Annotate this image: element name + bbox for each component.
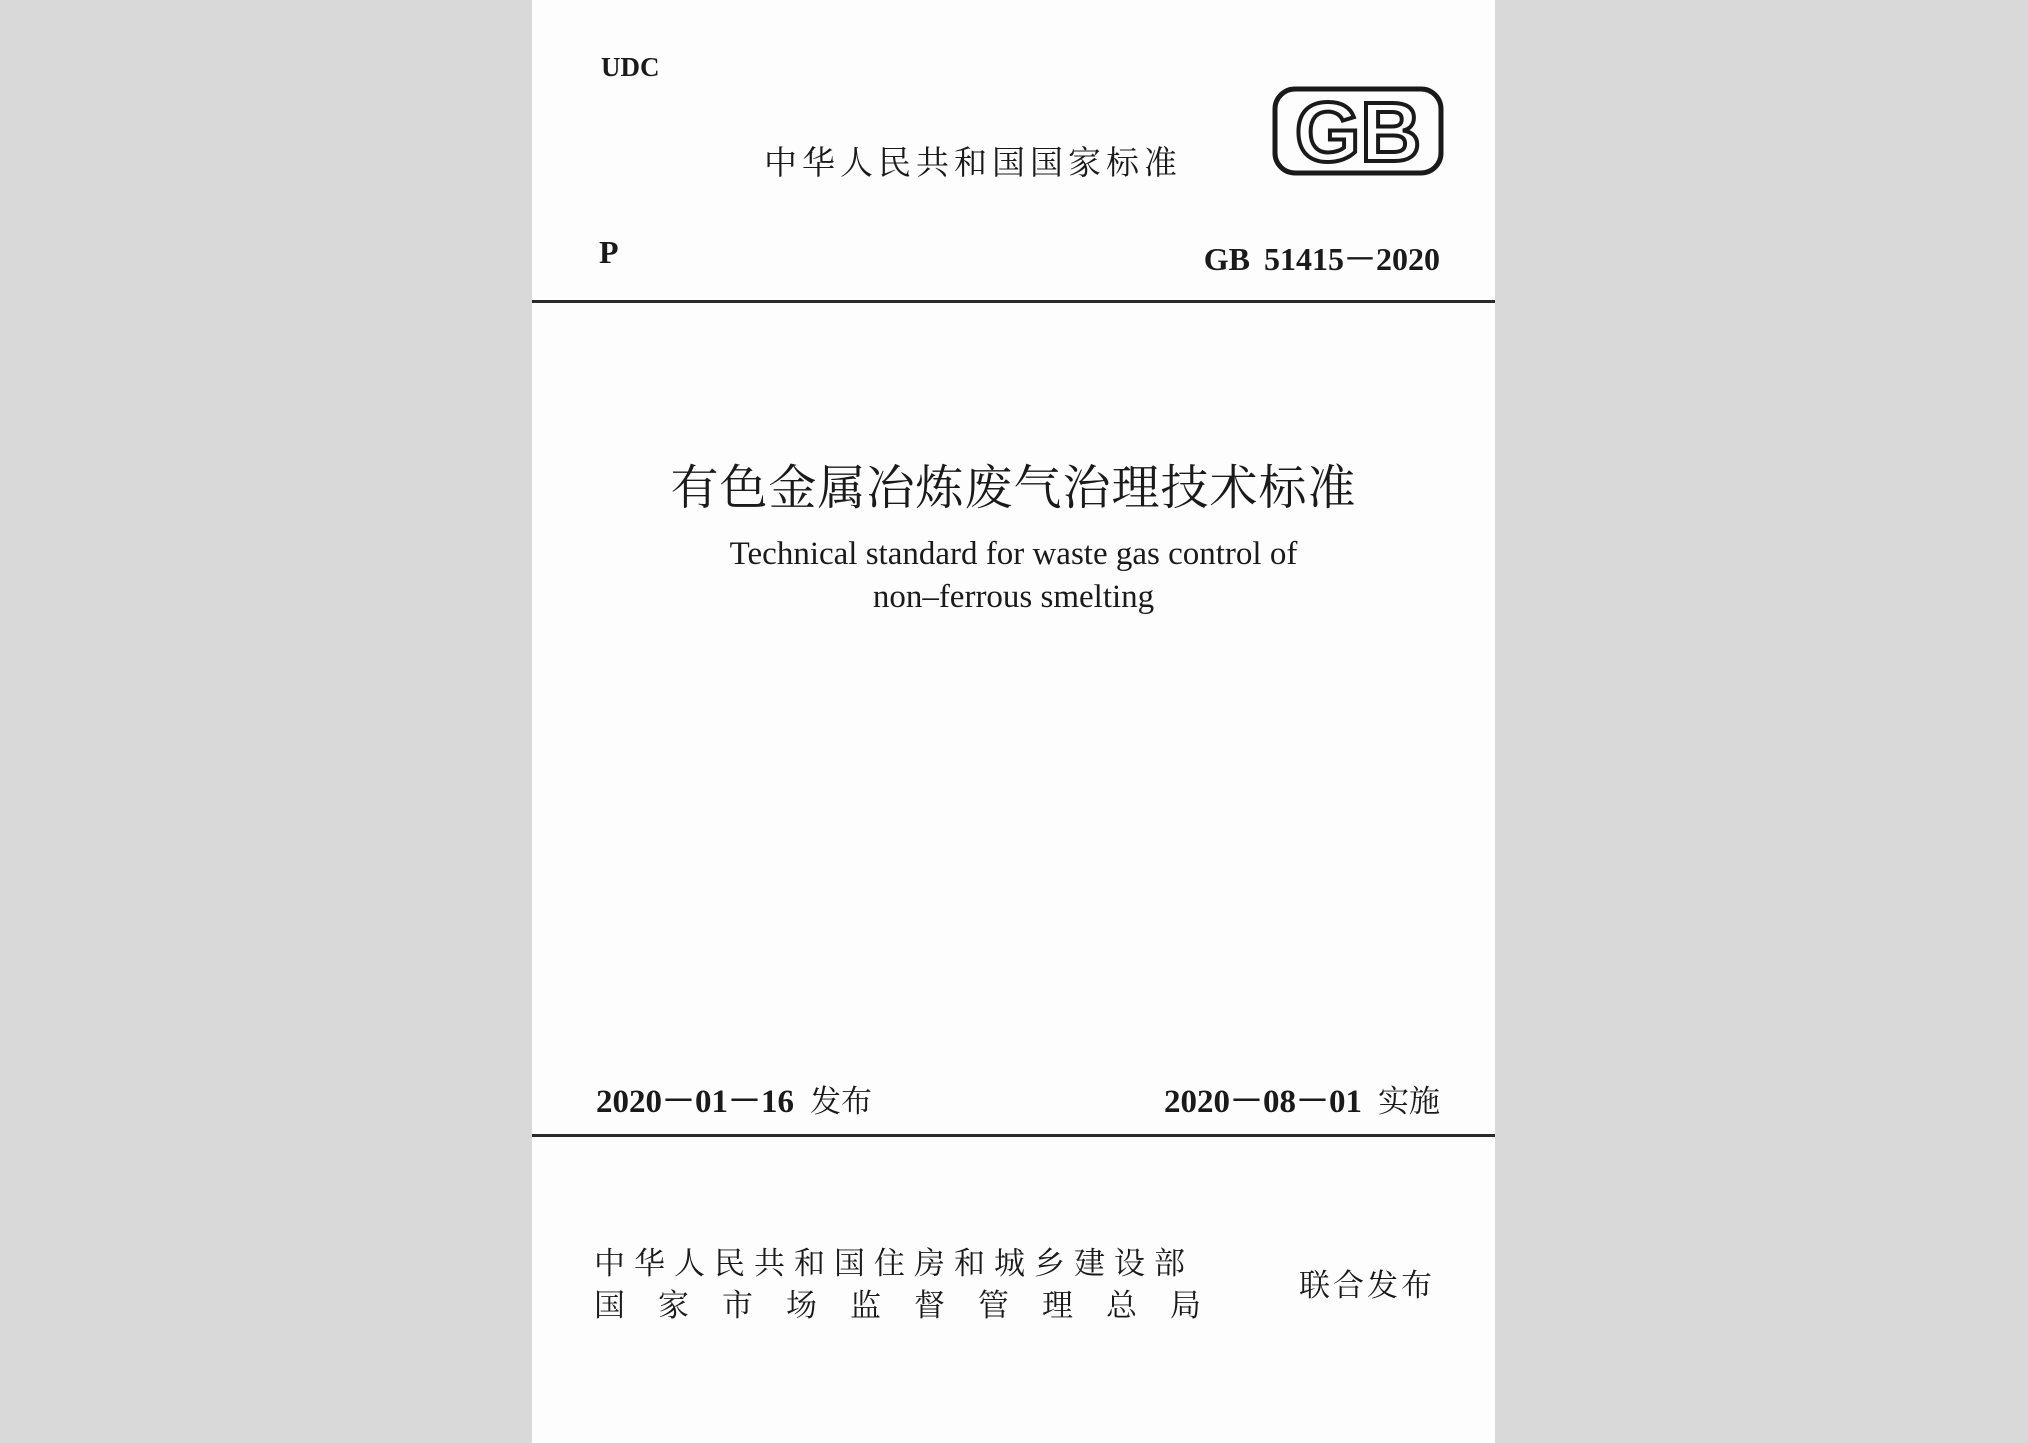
implementation-date-row <box>1164 1075 1440 1122</box>
title-english-line1: Technical standard for waste gas control of <box>729 536 1298 572</box>
document-cover <box>532 0 1495 1443</box>
national-standard-label: 中华人民共和国国家标准 <box>764 143 1182 182</box>
gb-logo-text: GB <box>1295 86 1421 176</box>
issue-label: 发布 <box>810 1084 872 1120</box>
bottom-divider <box>532 1134 1495 1137</box>
classification-code: P <box>599 234 619 270</box>
title-chinese: 有色金属冶炼废气治理技术标准 <box>670 460 1357 516</box>
implementation-date: 2020－08－01 <box>1164 1084 1362 1120</box>
title-english-line2: non–ferrous smelting <box>872 579 1155 615</box>
standard-code: 51415－2020 <box>1263 241 1440 277</box>
standard-prefix: GB <box>1203 241 1250 277</box>
top-divider <box>532 300 1495 303</box>
udc-label: UDC <box>601 52 660 82</box>
issuer-line1: 中华人民共和国住房和城乡建设部 <box>594 1246 1194 1282</box>
gb-logo <box>1272 86 1444 176</box>
issuer-line2: 国家市场监督管理总局 <box>594 1288 1234 1324</box>
joint-issue-label: 联合发布 <box>1299 1268 1435 1304</box>
gb-logo-icon <box>1272 86 1444 176</box>
implementation-label: 实施 <box>1378 1084 1440 1120</box>
standard-number <box>1204 234 1440 280</box>
issue-date-row <box>596 1075 872 1122</box>
issue-date: 2020－01－16 <box>596 1084 794 1120</box>
